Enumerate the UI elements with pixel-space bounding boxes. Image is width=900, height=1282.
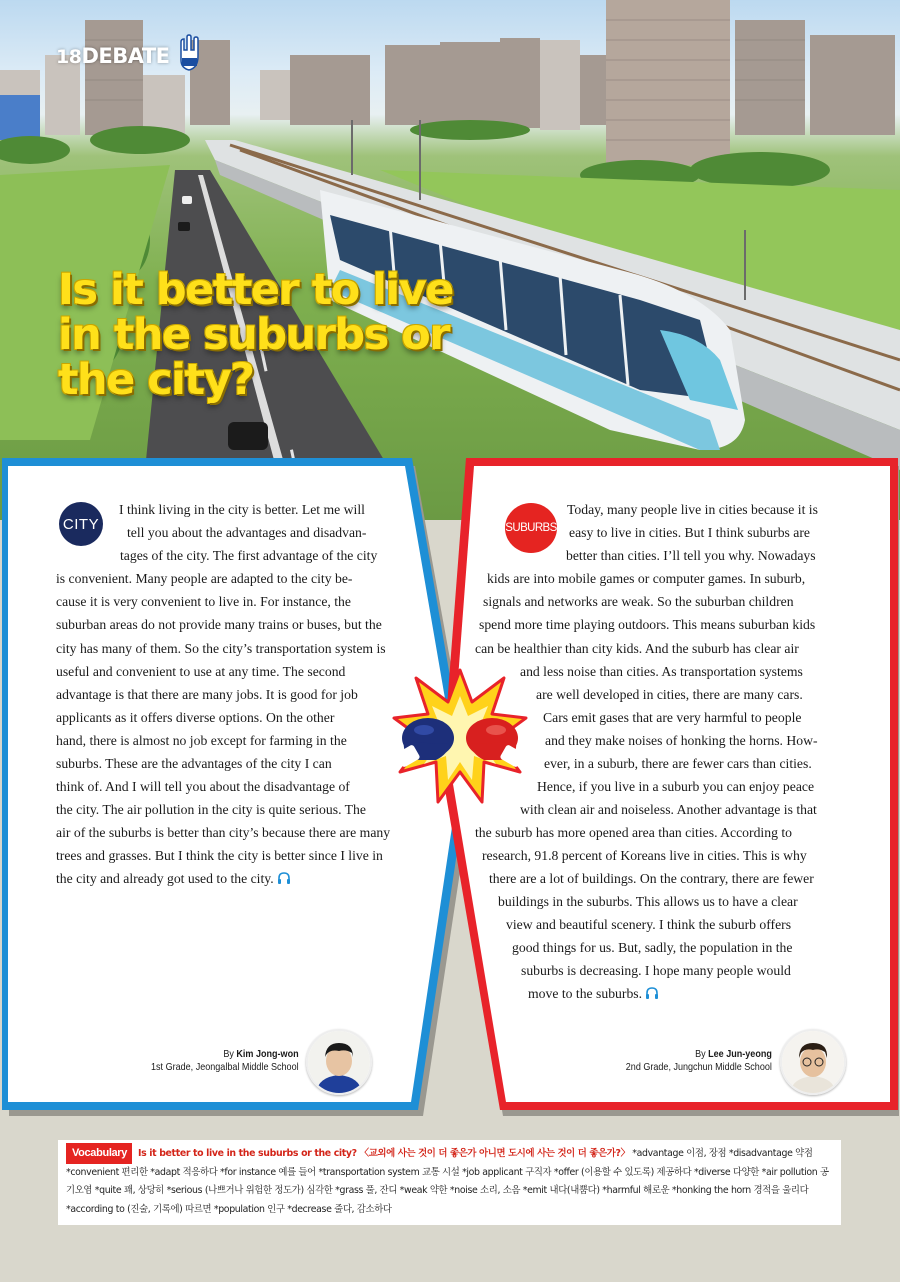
- byline-prefix: By: [695, 1048, 706, 1060]
- essay-line: there are a lot of buildings. On the contrary, there are fewer: [489, 871, 814, 886]
- essay-line: Cars emit gases that are very harmful to people: [543, 710, 802, 725]
- essay-line: better than cities. I’ll tell you why. Nowadays: [566, 548, 816, 563]
- vocabulary-box: [58, 1140, 841, 1225]
- essay-line: ever, in a suburb, there are fewer cars than cities.: [544, 756, 812, 771]
- avatar: [780, 1029, 846, 1095]
- essay-line: buildings in the suburbs. This allows us to have a clear: [498, 894, 798, 909]
- essay-line: with clean air and noiseless. Another advantage is that: [520, 802, 817, 817]
- essay-line: applicants as it offers diverse options. On the other: [56, 710, 335, 725]
- essay-line: the city. The air pollution in the city is quite serious. The: [56, 802, 366, 817]
- title-line-3: the city?: [58, 355, 254, 405]
- essay-line: view and beautiful scenery. I think the suburb offers: [506, 917, 792, 932]
- essay-line: and they make noises of honking the horns. How-: [545, 733, 818, 748]
- author-school: 1st Grade, Jeongalbal Middle School: [151, 1061, 299, 1073]
- essay-line: useful and convenient to use at any time. The second: [56, 664, 346, 679]
- author-name: Kim Jong-won: [236, 1048, 299, 1060]
- essay-line: spend more time playing outdoors. This means suburban kids: [479, 617, 816, 632]
- essay-line: suburbs. These are the advantages of the city I can: [56, 756, 332, 771]
- student-photo: [308, 1031, 370, 1093]
- vocabulary-label: Vocabulary: [66, 1143, 132, 1164]
- essay-line: I think living in the city is better. Let me will: [119, 502, 365, 517]
- headphones-icon[interactable]: [277, 872, 291, 884]
- essay-line: Today, many people live in cities because it is: [567, 502, 818, 517]
- essay-line: hand, there is almost no job except for farming in the: [56, 733, 347, 748]
- essay-line: tages of the city. The first advantage of the city: [120, 548, 378, 563]
- essay-line: tell you about the advantages and disadvan-: [127, 525, 367, 540]
- essay-line: city has many of them. So the city’s transportation system is: [56, 641, 386, 656]
- essay-line: Hence, if you live in a suburb you can enjoy peace: [537, 779, 815, 794]
- page-number: 18: [56, 46, 82, 68]
- title-line-2: in the suburbs or: [58, 310, 450, 360]
- essay-line: can be healthier than city kids. And the suburb has clear air: [475, 641, 799, 656]
- essay-line: think of. And I will tell you about the disadvantage of: [56, 779, 350, 794]
- section-name: DEBATE: [81, 44, 170, 68]
- essay-line: advantage is that there are many jobs. It is good for job: [56, 687, 358, 702]
- essay-line: research, 91.8 percent of Koreans live in cities. This is why: [482, 848, 807, 863]
- essay-line: trees and grasses. But I think the city is better since I live in: [56, 848, 383, 863]
- essay-line: are well developed in cities, there are many cars.: [536, 687, 803, 702]
- essay-line: easy to live in cities. But I think suburbs are: [569, 525, 811, 540]
- essay-line: suburbs is decreasing. I hope many people would: [521, 963, 791, 978]
- title-line-1: Is it better to live: [58, 265, 453, 315]
- essay-line: [528, 982, 659, 1005]
- vocabulary-question: Is it better to live in the suburbs or the city? 〈교외에 사는 것이 더 좋은가 아니면 도시에 사는 것이 더 좋은가?〉: [138, 1148, 630, 1159]
- essay-line: kids are into mobile games or computer games. In suburb,: [487, 571, 806, 586]
- boxing-gloves-icon: [392, 668, 528, 806]
- suburbs-tag: SUBURBS: [505, 503, 557, 553]
- essay-line-text: move to the suburbs.: [528, 986, 643, 1001]
- essay-line: good things for us. But, sadly, the population in the: [512, 940, 793, 955]
- vocabulary-terms: *advantage 이점, 장점 *disadvantage 약점 *convenient 편리한 *adapt 적응하다 *for instance 예를 들어 *transportation system 교통 시설 *job applicant 구직자 *offer (이용할 수 있도록) 제공하다 *diverse 다양한 *air pollution 공기오염 *quite 꽤, 상당히 *serious (나쁘거나 위험한 정도가) 심각한 *grass 풀, 잔디 *weak 약한 *noise 소리, 소음 *emit 내다(내뿜다) *harmful 해로운 *honking the horn 경적을 울리다 *according to (진술, 기록에) 따르면 *population 인구 *decrease 줄다, 감소하다: [66, 1148, 829, 1215]
- essay-line: signals and networks are weak. So the suburban children: [483, 594, 794, 609]
- suburbs-byline: [626, 1048, 772, 1074]
- essay-line: air of the suburbs is better than city’s because there are many: [56, 825, 391, 840]
- essay-line: the suburb has more opened area than cities. According to: [475, 825, 792, 840]
- essay-line-text: the city and already got used to the city.: [56, 871, 274, 886]
- city-tag: CITY: [59, 502, 103, 546]
- byline-prefix: By: [223, 1048, 235, 1060]
- author-name: Lee Jun-yeong: [708, 1048, 772, 1060]
- essay-line: and less noise than cities. As transportation systems: [520, 664, 803, 679]
- headphones-icon[interactable]: [645, 987, 659, 999]
- city-byline: [151, 1048, 299, 1074]
- essay-line: suburban areas do not provide many trains or buses, but the: [56, 617, 382, 632]
- essay-line: cause it is very convenient to live in. For instance, the: [56, 594, 351, 609]
- essay-line: [56, 867, 291, 890]
- avatar: [306, 1029, 372, 1095]
- essay-line: is convenient. Many people are adapted to the city be-: [56, 571, 353, 586]
- author-school: 2nd Grade, Jungchun Middle School: [625, 1061, 772, 1073]
- student-photo: [782, 1031, 844, 1093]
